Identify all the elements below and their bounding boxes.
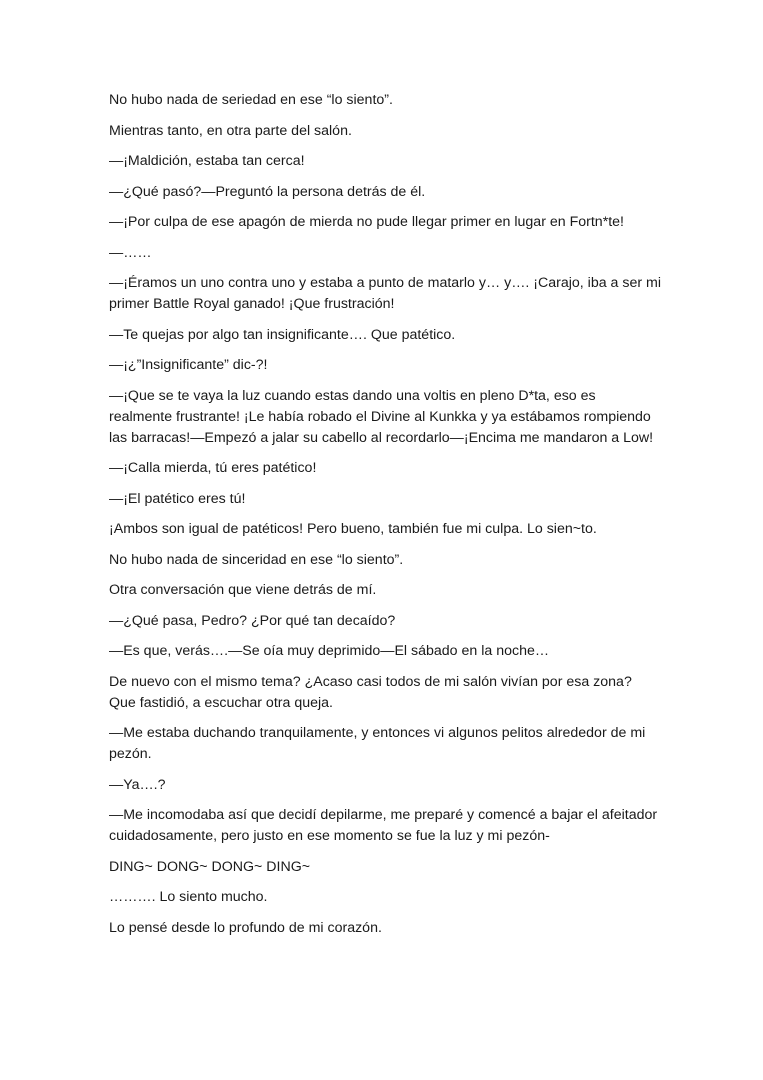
paragraph: —Me estaba duchando tranquilamente, y entonces vi algunos pelitos alrededor de mi pezón. bbox=[109, 725, 646, 762]
paragraph: —¡Calla mierda, tú eres patético! bbox=[109, 460, 317, 476]
paragraph: ¡Ambos son igual de patéticos! Pero bueno, también fue mi culpa. Lo sien~to. bbox=[109, 521, 597, 537]
paragraph: —¡Maldición, estaba tan cerca! bbox=[109, 153, 305, 169]
paragraph: —¡Por culpa de ese apagón de mierda no pude llegar primer en lugar en Fortn*te! bbox=[109, 214, 624, 230]
paragraph: —¡¿”Insignificante” dic-?! bbox=[109, 357, 268, 373]
paragraph: —Es que, verás….—Se oía muy deprimido—El sábado en la noche… bbox=[109, 643, 550, 659]
paragraph: —¡El patético eres tú! bbox=[109, 490, 246, 507]
paragraph: —Me incomodaba así que decidí depilarme, me preparé y comencé a bajar el afeitador cuidadosamente, pero justo en ese momento se fue la luz y mi pezón- bbox=[109, 807, 658, 844]
paragraph: DING~ DONG~ DONG~ DING~ bbox=[109, 858, 311, 875]
paragraph: —¿Qué pasó?—Preguntó la persona detrás de él. bbox=[109, 183, 426, 200]
paragraph: No hubo nada de sinceridad en ese “lo siento”. bbox=[109, 551, 404, 568]
document-body bbox=[109, 90, 661, 948]
paragraph: Mientras tanto, en otra parte del salón. bbox=[109, 122, 352, 139]
paragraph: —¡Que se te vaya la luz cuando estas dando una voltis en pleno D*ta, eso es realmente frustrante! ¡Le había robado el Divine al Kunkka y ya estábamos rompiendo las barracas!—Empezó a jalar su cabello al recordarlo—¡Encima me mandaron a Low! bbox=[109, 387, 654, 446]
paragraph: ………. Lo siento mucho. bbox=[109, 889, 268, 905]
paragraph: —¡Éramos un uno contra uno y estaba a punto de matarlo y… y…. ¡Carajo, iba a ser mi primer Battle Royal ganado! ¡Que frustración! bbox=[109, 275, 661, 312]
paragraph: —…… bbox=[109, 244, 152, 261]
paragraph: Otra conversación que viene detrás de mí. bbox=[109, 582, 377, 598]
paragraph: Lo pensé desde lo profundo de mi corazón. bbox=[109, 919, 382, 936]
paragraph: —¿Qué pasa, Pedro? ¿Por qué tan decaído? bbox=[109, 612, 396, 629]
paragraph: —Ya….? bbox=[109, 776, 166, 793]
paragraph: No hubo nada de seriedad en ese “lo siento”. bbox=[109, 92, 393, 108]
paragraph: De nuevo con el mismo tema? ¿Acaso casi todos de mi salón vivían por esa zona? Que fastidió, a escuchar otra queja. bbox=[109, 673, 632, 711]
paragraph: —Te quejas por algo tan insignificante…. Que patético. bbox=[109, 326, 456, 343]
